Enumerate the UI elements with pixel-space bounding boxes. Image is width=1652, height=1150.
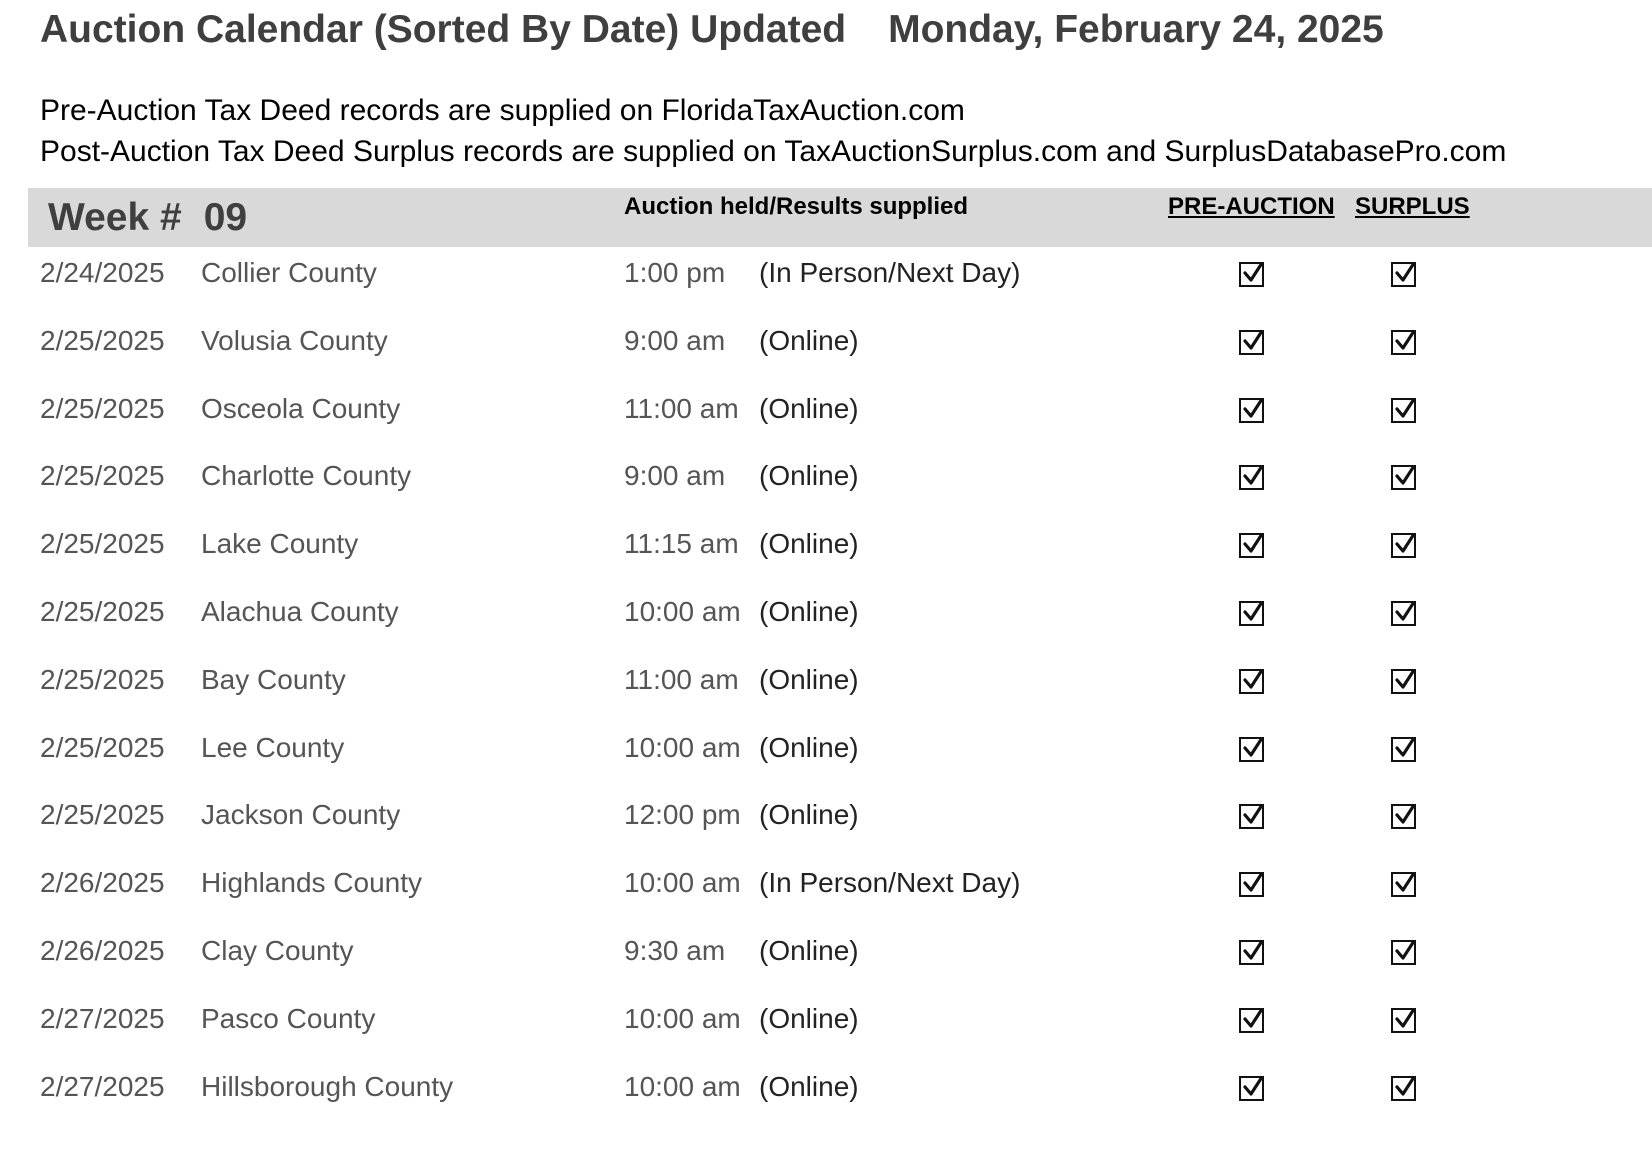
auction-time: 11:15 am xyxy=(624,528,739,560)
county-name: Jackson County xyxy=(201,799,401,831)
surplus-checkbox[interactable] xyxy=(1391,601,1416,626)
pre-auction-checkbox[interactable] xyxy=(1239,398,1264,423)
auction-mode: (Online) xyxy=(759,392,859,424)
auction-date: 2/25/2025 xyxy=(40,731,165,763)
auction-date: 2/25/2025 xyxy=(40,460,165,492)
auction-row xyxy=(0,857,1652,925)
auction-mode: (In Person/Next Day) xyxy=(759,257,1021,288)
pre-auction-column-header: PRE-AUCTION xyxy=(1168,193,1335,220)
check-mark-icon xyxy=(1242,533,1264,555)
intro-text xyxy=(40,90,1506,172)
pre-auction-note: Pre-Auction Tax Deed records are supplied on FloridaTaxAuction.com xyxy=(40,94,965,127)
auction-date: 2/25/2025 xyxy=(40,324,165,356)
surplus-checkbox[interactable] xyxy=(1391,465,1416,490)
surplus-checkbox[interactable] xyxy=(1391,1076,1416,1101)
auction-date: 2/26/2025 xyxy=(40,934,165,966)
check-mark-icon xyxy=(1242,872,1264,894)
check-mark-icon xyxy=(1394,804,1416,826)
auction-row xyxy=(0,247,1652,315)
county-name: Charlotte County xyxy=(201,460,412,492)
check-mark-icon xyxy=(1394,1008,1416,1030)
auction-row xyxy=(0,450,1652,518)
auction-time: 1:00 pm xyxy=(624,257,726,288)
check-mark-icon xyxy=(1394,872,1416,894)
auction-time: 9:00 am xyxy=(624,460,726,492)
surplus-checkbox[interactable] xyxy=(1391,669,1416,694)
auction-mode: (Online) xyxy=(759,460,859,492)
check-mark-icon xyxy=(1394,533,1416,555)
county-name: Osceola County xyxy=(201,392,401,424)
auction-mode: (Online) xyxy=(759,595,859,627)
surplus-checkbox[interactable] xyxy=(1391,533,1416,558)
auction-date: 2/26/2025 xyxy=(40,867,165,899)
check-mark-icon xyxy=(1242,940,1264,962)
auction-time: 11:00 am xyxy=(624,663,739,695)
pre-auction-checkbox[interactable] xyxy=(1239,804,1264,829)
auction-mode: (Online) xyxy=(759,1070,859,1102)
auction-mode: (In Person/Next Day) xyxy=(759,867,1021,899)
check-mark-icon xyxy=(1394,669,1416,691)
check-mark-icon xyxy=(1242,737,1264,759)
page-title xyxy=(40,8,1384,52)
auction-time: 9:30 am xyxy=(624,934,726,966)
surplus-checkbox[interactable] xyxy=(1391,398,1416,423)
auction-mode: (Online) xyxy=(759,663,859,695)
check-mark-icon xyxy=(1242,669,1264,691)
auction-time: 11:00 am xyxy=(624,392,739,424)
check-mark-icon xyxy=(1394,1076,1416,1098)
county-name: Lake County xyxy=(201,528,359,560)
surplus-checkbox[interactable] xyxy=(1391,737,1416,762)
results-column-header: Auction held/Results supplied xyxy=(624,193,969,220)
auction-date: 2/25/2025 xyxy=(40,595,165,627)
pre-auction-checkbox[interactable] xyxy=(1239,330,1264,355)
surplus-note: Post-Auction Tax Deed Surplus records are supplied on TaxAuctionSurplus.com and SurplusDatabasePro.com xyxy=(40,135,1507,168)
surplus-checkbox[interactable] xyxy=(1391,1008,1416,1033)
auction-mode: (Online) xyxy=(759,799,859,831)
county-name: Clay County xyxy=(201,934,354,966)
check-mark-icon xyxy=(1242,465,1264,487)
auction-time: 10:00 am xyxy=(624,1070,741,1102)
auction-mode: (Online) xyxy=(759,528,859,560)
auction-row xyxy=(0,722,1652,790)
surplus-checkbox[interactable] xyxy=(1391,940,1416,965)
auction-row xyxy=(0,315,1652,383)
auction-row xyxy=(0,383,1652,451)
pre-auction-checkbox[interactable] xyxy=(1239,940,1264,965)
auction-date: 2/25/2025 xyxy=(40,799,165,831)
auction-time: 12:00 pm xyxy=(624,799,741,831)
auction-row xyxy=(0,518,1652,586)
check-mark-icon xyxy=(1242,804,1264,826)
check-mark-icon xyxy=(1394,330,1416,352)
pre-auction-checkbox[interactable] xyxy=(1239,601,1264,626)
auction-date: 2/24/2025 xyxy=(40,257,165,288)
pre-auction-checkbox[interactable] xyxy=(1239,1076,1264,1101)
check-mark-icon xyxy=(1394,940,1416,962)
auction-date: 2/25/2025 xyxy=(40,392,165,424)
check-mark-icon xyxy=(1242,1008,1264,1030)
auction-date: 2/25/2025 xyxy=(40,663,165,695)
auction-mode: (Online) xyxy=(759,934,859,966)
week-header-band xyxy=(28,188,1652,247)
pre-auction-checkbox[interactable] xyxy=(1239,872,1264,897)
auction-date: 2/27/2025 xyxy=(40,1002,165,1034)
check-mark-icon xyxy=(1242,1076,1264,1098)
surplus-checkbox[interactable] xyxy=(1391,330,1416,355)
county-name: Bay County xyxy=(201,663,346,695)
check-mark-icon xyxy=(1394,601,1416,623)
auction-time: 10:00 am xyxy=(624,1002,741,1034)
check-mark-icon xyxy=(1394,398,1416,420)
auction-date: 2/25/2025 xyxy=(40,528,165,560)
check-mark-icon xyxy=(1242,398,1264,420)
auction-mode: (Online) xyxy=(759,324,859,356)
auction-row xyxy=(0,586,1652,654)
auction-row xyxy=(0,925,1652,993)
surplus-checkbox[interactable] xyxy=(1391,262,1416,287)
week-label-text: Week # xyxy=(48,196,182,239)
county-name: Volusia County xyxy=(201,324,388,356)
auction-time: 10:00 am xyxy=(624,731,741,763)
auction-row xyxy=(0,654,1652,722)
title-text: Auction Calendar (Sorted By Date) Updated xyxy=(40,8,847,51)
check-mark-icon xyxy=(1242,262,1264,284)
pre-auction-checkbox[interactable] xyxy=(1239,533,1264,558)
auction-mode: (Online) xyxy=(759,731,859,763)
auction-row xyxy=(0,789,1652,857)
auction-row xyxy=(0,1061,1652,1129)
county-name: Alachua County xyxy=(201,595,399,627)
auction-time: 10:00 am xyxy=(624,867,741,899)
auction-time: 9:00 am xyxy=(624,324,726,356)
check-mark-icon xyxy=(1394,465,1416,487)
pre-auction-checkbox[interactable] xyxy=(1239,669,1264,694)
auction-date: 2/27/2025 xyxy=(40,1070,165,1102)
pre-auction-checkbox[interactable] xyxy=(1239,465,1264,490)
check-mark-icon xyxy=(1242,601,1264,623)
auction-list xyxy=(0,247,1652,1128)
check-mark-icon xyxy=(1394,262,1416,284)
pre-auction-checkbox[interactable] xyxy=(1239,262,1264,287)
county-name: Highlands County xyxy=(201,867,423,899)
auction-row xyxy=(0,993,1652,1061)
surplus-column-header: SURPLUS xyxy=(1355,193,1470,220)
check-mark-icon xyxy=(1242,330,1264,352)
county-name: Collier County xyxy=(201,257,377,288)
county-name: Lee County xyxy=(201,731,345,763)
pre-auction-checkbox[interactable] xyxy=(1239,1008,1264,1033)
auction-time: 10:00 am xyxy=(624,595,741,627)
updated-date: Monday, February 24, 2025 xyxy=(888,8,1384,51)
surplus-checkbox[interactable] xyxy=(1391,872,1416,897)
week-number: 09 xyxy=(203,196,248,239)
check-mark-icon xyxy=(1394,737,1416,759)
county-name: Hillsborough County xyxy=(201,1070,454,1102)
week-label xyxy=(48,196,247,240)
county-name: Pasco County xyxy=(201,1002,376,1034)
surplus-checkbox[interactable] xyxy=(1391,804,1416,829)
pre-auction-checkbox[interactable] xyxy=(1239,737,1264,762)
auction-mode: (Online) xyxy=(759,1002,859,1034)
